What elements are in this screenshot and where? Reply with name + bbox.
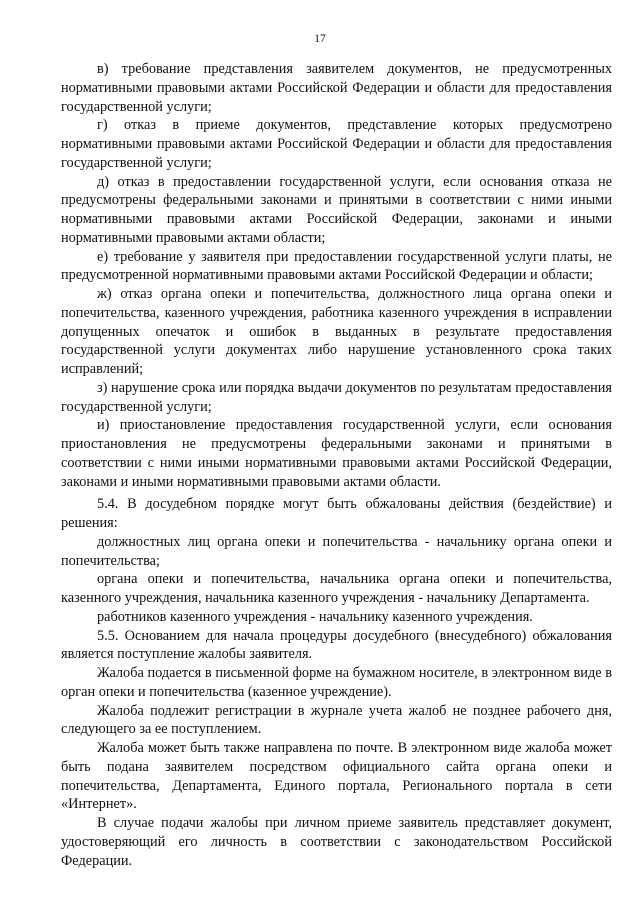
section-5-5-heading: 5.5. Основанием для начала процедуры досудебного (внесудебного) обжалования является поступление жалобы заявителя. [61, 627, 612, 663]
complaint-registration: Жалоба подлежит регистрации в журнале учета жалоб не позднее рабочего дня, следующего за ее поступлением. [61, 702, 612, 738]
paragraph-v: в) требование представления заявителем документов, не предусмотренных нормативными правовыми актами Российской Федерации и области для предоставления государственной услуги; [61, 61, 612, 115]
complaint-postal: Жалоба может быть также направлена по почте. В электронном виде жалоба может быть подана заявителем посредством официального сайта органа опеки и попечительства, Департамента, Единого портала, Регионального портала в сети «Интернет». [61, 740, 612, 813]
complaint-form: Жалоба подается в письменной форме на бумажном носителе, в электронном виде в орган опеки и попечительства (казенное учреждение). [61, 665, 612, 700]
paragraph-i: и) приостановление предоставления государственной услуги, если основания приостановления не предусмотрены федеральными законами и принятыми в соответствии с ними иными нормативными правовыми актами Российской Федерации, законами и иными нормативными правовыми актами области. [61, 417, 612, 490]
page-number: 17 [314, 33, 326, 45]
paragraph-z: з) нарушение срока или порядка выдачи документов по результатам предоставления государственной услуги; [61, 379, 612, 415]
appeal-workers: работников казенного учреждения - начальнику казенного учреждения. [97, 608, 533, 625]
appeal-organ: органа опеки и попечительства, начальника органа опеки и попечительства, казенного учреждения, начальника казенного учреждения - начальнику Департамента. [61, 571, 612, 606]
paragraph-g: г) отказ в приеме документов, представление которых предусмотрено нормативными правовыми актами Российской Федерации и области для предоставления государственной услуги; [61, 117, 612, 171]
appeal-officials: должностных лиц органа опеки и попечительства - начальнику органа опеки и попечительства; [61, 533, 612, 569]
document-body [61, 60, 612, 870]
complaint-personal: В случае подачи жалобы при личном приеме заявитель представляет документ, удостоверяющий его личность в соответствии с законодательством Российской Федерации. [61, 815, 612, 869]
paragraph-d: д) отказ в предоставлении государственной услуги, если основания отказа не предусмотрены федеральными законами и принятыми в соответствии с ними иными нормативными правовыми актами Российской Федерации, законами и иными нормативными правовыми актами области; [61, 173, 612, 246]
paragraph-e: е) требование у заявителя при предоставлении государственной услуги платы, не предусмотренной нормативными правовыми актами Российской Федерации и области; [61, 248, 612, 284]
paragraph-zh: ж) отказ органа опеки и попечительства, должностного лица органа опеки и попечительства, казенного учреждения, работника казенного учреждения в исправлении допущенных опечаток и ошибок в выданных в результате предоставления государственной услуги документах либо нарушение установленного срока таких исправлений; [61, 286, 612, 377]
section-5-4-heading: 5.4. В досудебном порядке могут быть обжалованы действия (бездействие) и решения: [61, 496, 612, 531]
